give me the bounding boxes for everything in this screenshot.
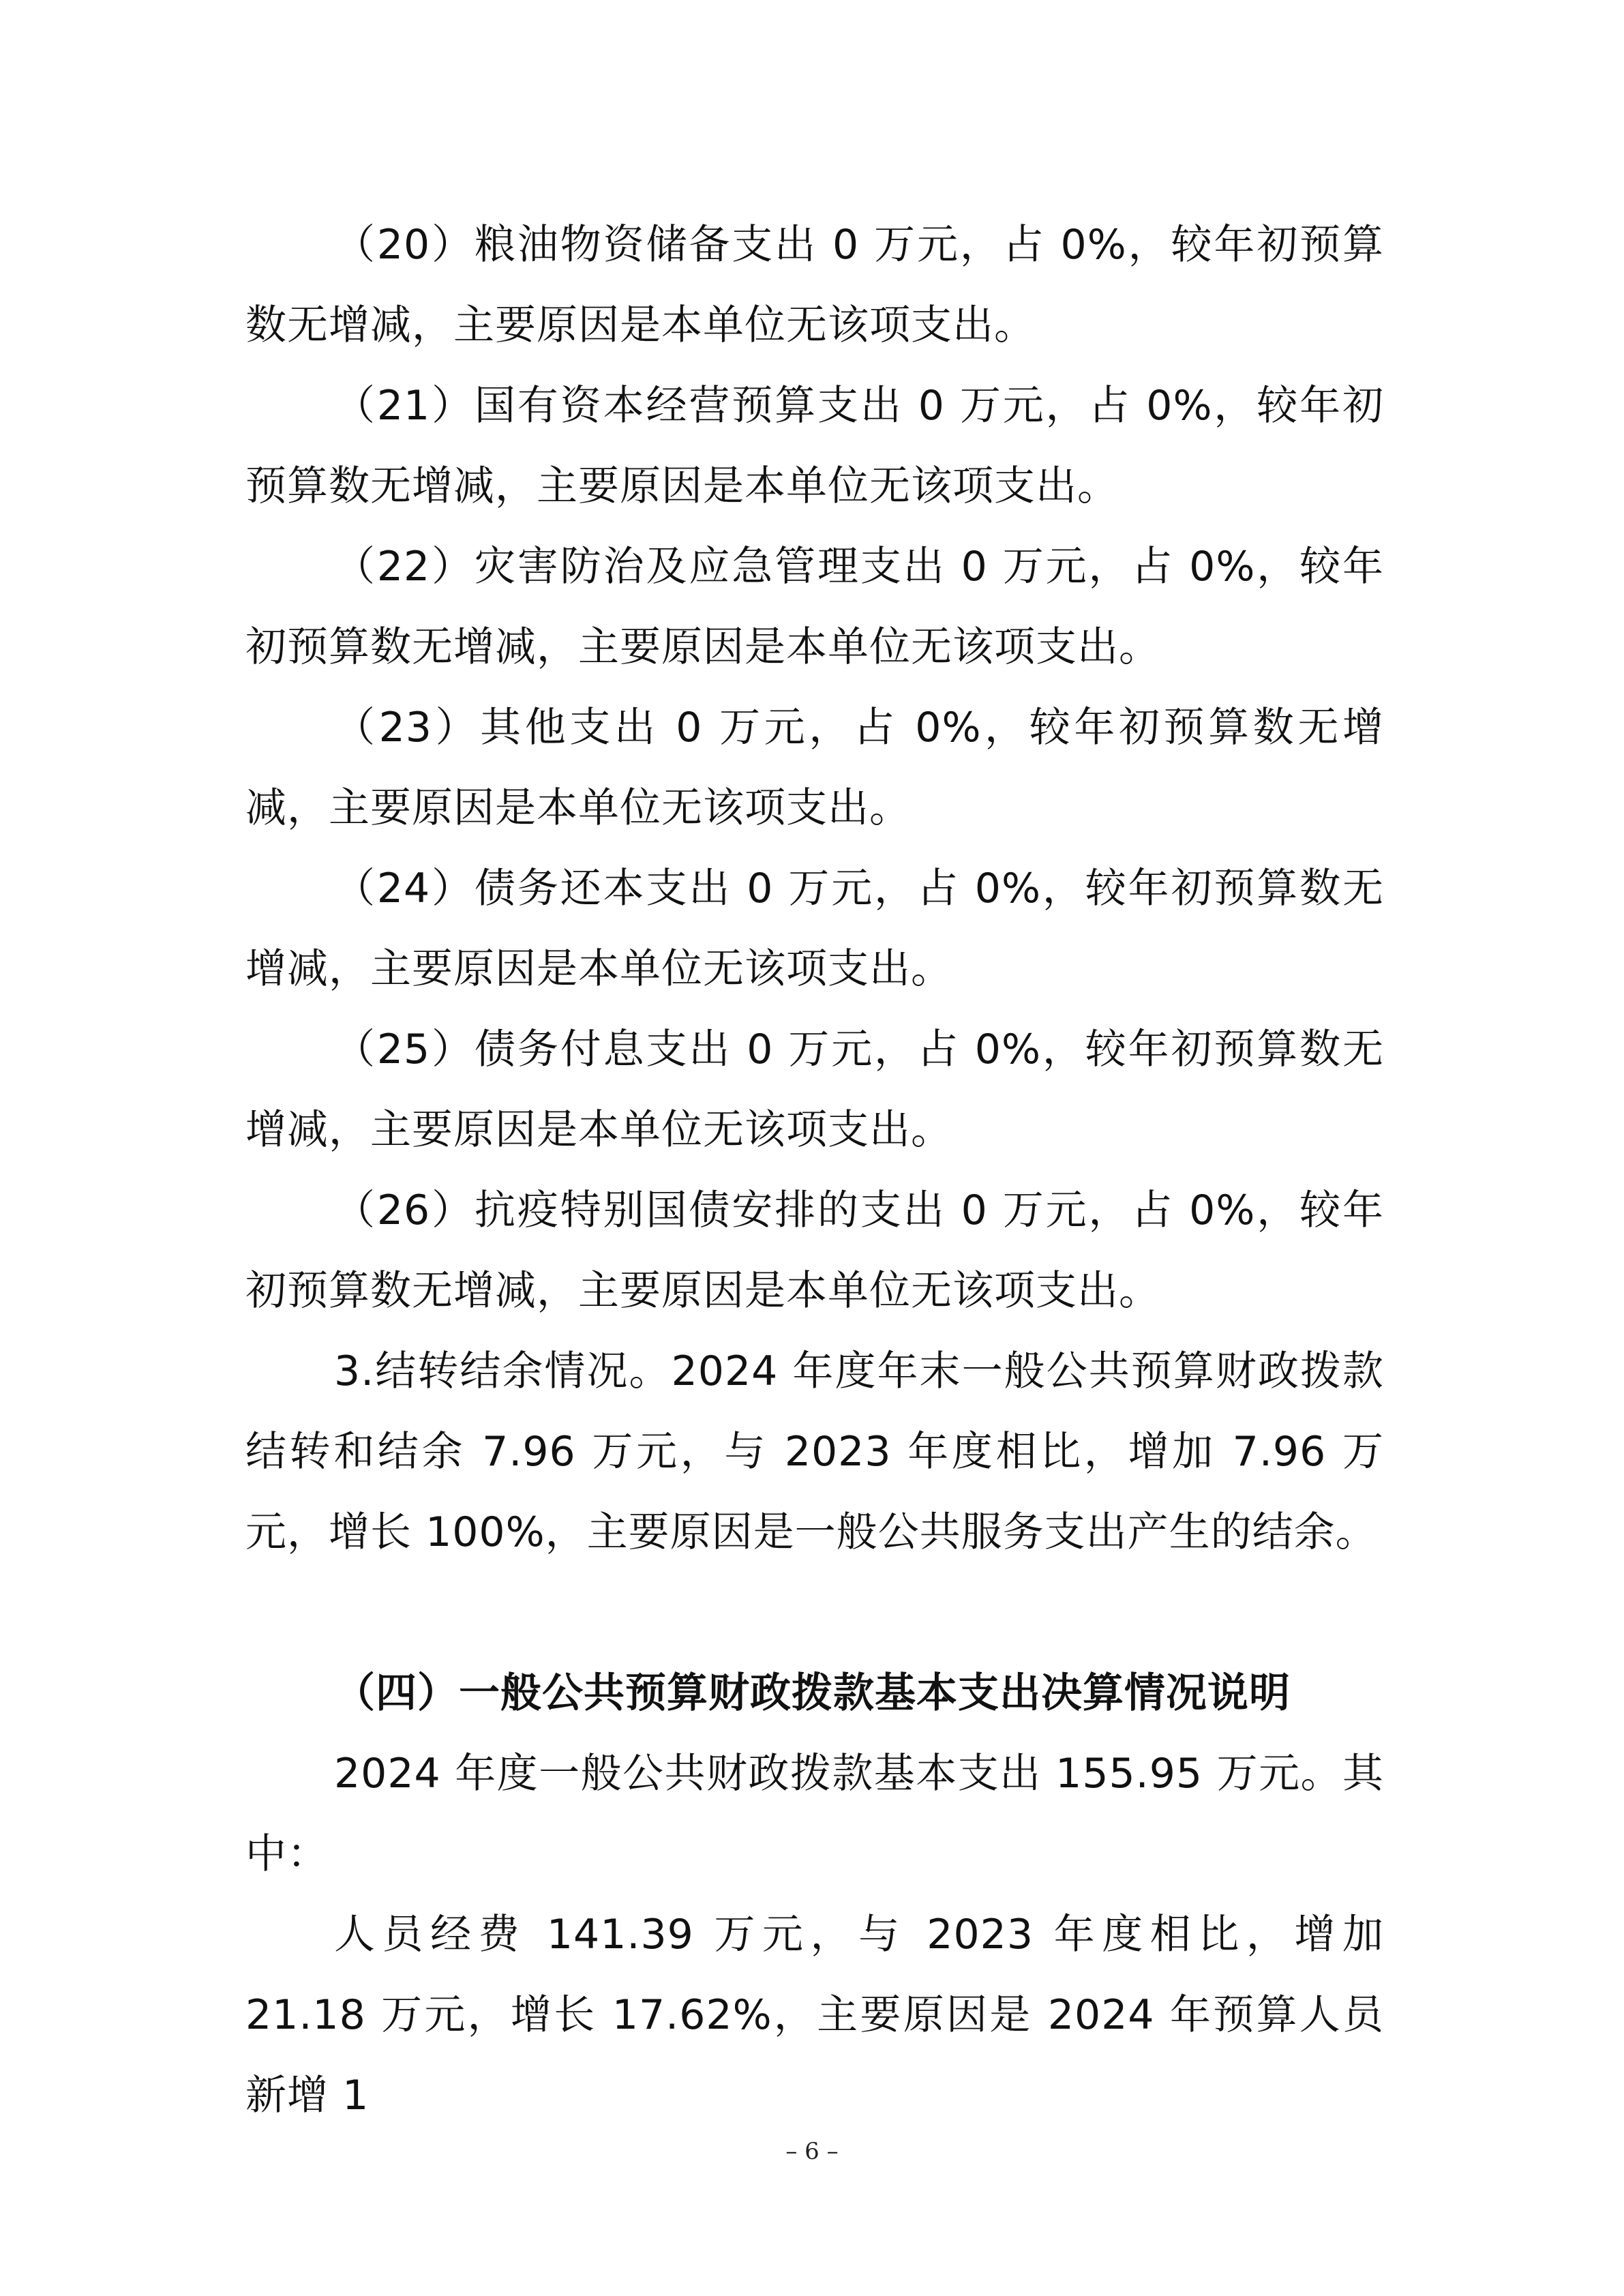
paragraph-basic-expense: 2024 年度一般公共财政拨款基本支出 155.95 万元。其中： — [245, 1750, 1384, 1878]
section-heading: （四）一般公共预算财政拨款基本支出决算情况说明 — [334, 1669, 1291, 1717]
paragraph-item-20: （20）粮油物资储备支出 0 万元，占 0%，较年初预算数无增减，主要原因是本单位无该项支出。 — [245, 221, 1384, 349]
paragraph-item-24: （24）债务还本支出 0 万元，占 0%，较年初预算数无增减，主要原因是本单位无该项支出。 — [245, 865, 1384, 993]
paragraph-item-23: （23）其他支出 0 万元，占 0%，较年初预算数无增减，主要原因是本单位无该项支出。 — [245, 704, 1384, 832]
paragraph-item-22: （22）灾害防治及应急管理支出 0 万元，占 0%，较年初预算数无增减，主要原因是本单位无该项支出。 — [245, 543, 1384, 671]
paragraph-item-26: （26）抗疫特别国债安排的支出 0 万元，占 0%，较年初预算数无增减，主要原因是本单位无该项支出。 — [245, 1187, 1384, 1315]
paragraph-item-21: （21）国有资本经营预算支出 0 万元，占 0%，较年初预算数无增减，主要原因是本单位无该项支出。 — [245, 382, 1384, 510]
paragraph-item-25: （25）债务付息支出 0 万元，占 0%，较年初预算数无增减，主要原因是本单位无该项支出。 — [245, 1026, 1384, 1154]
page-number: – 6 – — [785, 2138, 839, 2165]
paragraph-personnel-expense: 人员经费 141.39 万元，与 2023 年度相比，增加 21.18 万元，增长 17.62%，主要原因是 2024 年预算人员新增 1 — [245, 1911, 1384, 2119]
paragraph-carryover-balance: 3.结转结余情况。2024 年度年末一般公共预算财政拨款结转和结余 7.96 万元，与 2023 年度相比，增加 7.96 万元，增长 100%，主要原因是一般公共服务支出产生的结余。 — [245, 1347, 1384, 1556]
